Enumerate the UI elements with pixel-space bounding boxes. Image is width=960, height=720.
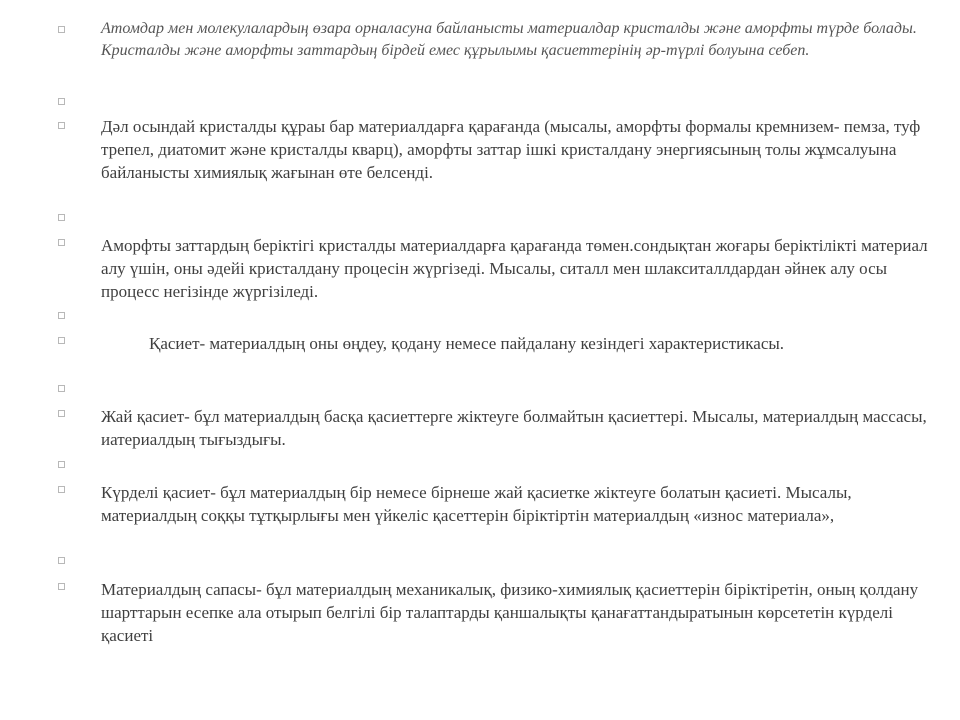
bullet-icon <box>58 557 65 564</box>
paragraph-1: Атомдар мен молекулалардың өзара орналасуна байланысты материалдар кристалды және аморфты түрде болады. Кристалды және аморфты заттардың бірдей емес құрылымы қасиеттерінің әр-түрлі болуына себеп. <box>101 20 917 59</box>
bullet-icon <box>58 385 65 392</box>
bullet-icon <box>58 461 65 468</box>
bullet-icon <box>58 98 65 105</box>
bullet-icon <box>58 214 65 221</box>
paragraph-3: Аморфты заттардың беріктігі кристалды материалдарға қарағанда төмен.сондықтан жоғары беріктілікті материал алу үшін, оны әдейі кристалдану процесін жүргізеді. Мысалы, ситалл мен шлакситаллдардан әйнек алу осы процесс негізінде жүргізіледі. <box>101 236 928 301</box>
bullet-icon <box>58 486 65 493</box>
bullet-icon <box>58 583 65 590</box>
paragraph-7: Материалдың сапасы- бұл материалдың механикалық, физико-химиялық қасиеттерін біріктіретін, оның қолдану шарттарын есепке ала отырып белгілі бір талаптарды қаншалықты қанағаттандыратынын көрсететін күрделі қасиеті <box>101 580 919 645</box>
bullet-icon <box>58 337 65 344</box>
bullet-icon <box>58 122 65 129</box>
paragraph-6: Күрделі қасиет- бұл материалдың бір немесе бірнеше жай қасиетке жіктеуге болатын қасиеті. Мысалы, материалдың соққы тұтқырлығы мен үйкеліс қасеттерін біріктіртін материалдың «износ материала», <box>101 483 852 525</box>
paragraph-5: Жай қасиет- бұл материалдың басқа қасиеттерге жіктеуге болмайтын қасиеттері. Мысалы, материалдың массасы, иатериалдың тығыздығы. <box>101 407 927 449</box>
paragraph-4: Қасиет- материалдың оны өңдеу, қодану немесе пайдалану кезіндегі характеристикасы. <box>149 334 785 353</box>
bullet-icon <box>58 26 65 33</box>
bullet-icon <box>58 410 65 417</box>
bullet-icon <box>58 239 65 246</box>
bullet-icon <box>58 312 65 319</box>
paragraph-2: Дәл осындай кристалды құраы бар материалдарға қарағанда (мысалы, аморфты формалы кремнизем- пемза, туф трепел, диатомит және кристалды кварц), аморфты заттар ішкі кристалдану энергиясының толы жұмсалуына байланысты химиялық жағынан өте белсенді. <box>101 117 921 182</box>
